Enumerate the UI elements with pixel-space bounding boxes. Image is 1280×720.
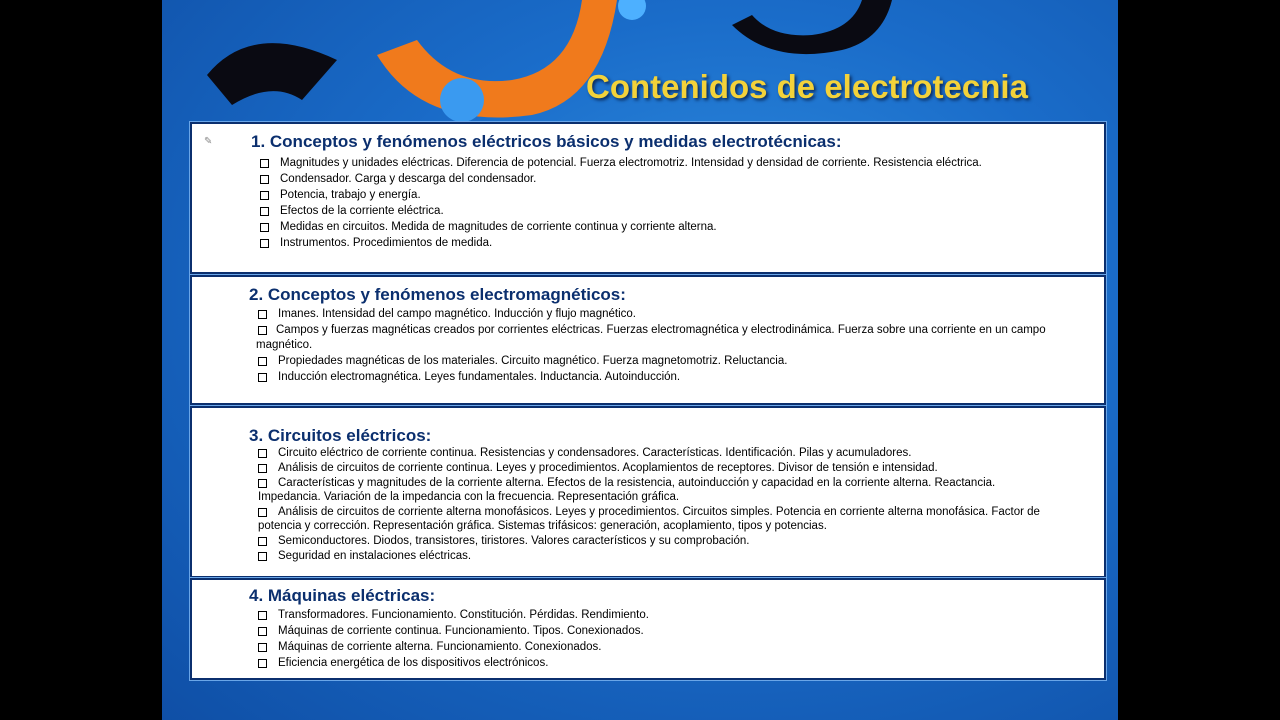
checkbox-icon	[258, 449, 267, 458]
blue-circle	[440, 78, 484, 122]
checkbox-icon	[258, 373, 267, 382]
section-panel-2	[190, 275, 1106, 405]
list-item: Eficiencia energética de los dispositivos electrónicos.	[258, 656, 1078, 671]
orange-swirl	[377, 0, 617, 118]
list-item: Máquinas de corriente alterna. Funcionamiento. Conexionados.	[258, 640, 1078, 655]
section-list-1	[260, 156, 1060, 252]
checkbox-icon	[258, 310, 267, 319]
section-list-3	[258, 446, 1058, 564]
list-item: Características y magnitudes de la corriente alterna. Efectos de la resistencia, autoinducción y capacidad en la corriente alterna. Reactancia. Impedancia. Variación de la impedancia con la frecuencia. Representación gráfica.	[258, 477, 996, 503]
checkbox-icon	[260, 239, 269, 248]
list-item: Campos y fuerzas magnéticas creados por corrientes eléctricas. Fuerzas electromagnética y electrodinámica. Fuerza sobre una corriente en un campo magnético.	[256, 324, 1046, 351]
list-item: Imanes. Intensidad del campo magnético. Inducción y flujo magnético.	[258, 307, 1098, 322]
black-arc-left	[207, 43, 337, 105]
list-item: Instrumentos. Procedimientos de medida.	[260, 236, 1060, 251]
section-panel-4	[190, 578, 1106, 680]
blue-dot	[618, 0, 646, 20]
checkbox-icon	[258, 643, 267, 652]
section-panel-3	[190, 406, 1106, 578]
checkbox-icon	[258, 552, 267, 561]
checkbox-icon	[258, 326, 267, 335]
decorative-shapes	[162, 0, 1118, 130]
section-heading-1: 1. Conceptos y fenómenos eléctricos básicos y medidas electrotécnicas:	[251, 132, 842, 151]
checkbox-icon	[258, 508, 267, 517]
list-item: Semiconductores. Diodos, transistores, tiristores. Valores característicos y su comprobación.	[258, 534, 1058, 548]
checkbox-icon	[260, 175, 269, 184]
checkbox-icon	[258, 464, 267, 473]
checkbox-icon	[258, 627, 267, 636]
section-panel-1	[190, 122, 1106, 274]
section-list-4	[258, 608, 1078, 672]
list-item: Condensador. Carga y descarga del condensador.	[260, 172, 1060, 187]
list-item: Seguridad en instalaciones eléctricas.	[258, 549, 1058, 563]
section-heading-4: 4. Máquinas eléctricas:	[249, 586, 436, 605]
checkbox-icon	[260, 223, 269, 232]
list-item: Magnitudes y unidades eléctricas. Diferencia de potencial. Fuerza electromotriz. Intensidad y densidad de corriente. Resistencia eléctrica.	[260, 156, 1060, 171]
list-item: Análisis de circuitos de corriente continua. Leyes y procedimientos. Acoplamientos de receptores. Divisor de tensión e intensidad.	[258, 461, 1058, 475]
checkbox-icon	[258, 537, 267, 546]
slide-title: Contenidos de electrotecnia	[586, 68, 1028, 105]
section-heading-3: 3. Circuitos eléctricos:	[249, 426, 432, 445]
checkbox-icon	[258, 611, 267, 620]
list-item: Transformadores. Funcionamiento. Constitución. Pérdidas. Rendimiento.	[258, 608, 1078, 623]
list-item: Análisis de circuitos de corriente alterna monofásicos. Leyes y procedimientos. Circuitos simples. Potencia en corriente alterna monofásica. Factor de potencia y corrección. Representación gráfica. Sistemas trifásicos: generación, acoplamiento, tipos y potencias.	[258, 506, 1040, 532]
checkbox-icon	[258, 659, 267, 668]
checkbox-icon	[258, 357, 267, 366]
checkbox-icon	[260, 159, 269, 168]
checkbox-icon	[258, 479, 267, 488]
section-heading-2: 2. Conceptos y fenómenos electromagnéticos:	[249, 285, 626, 304]
checkbox-icon	[260, 207, 269, 216]
slide	[162, 0, 1118, 720]
list-item: Circuito eléctrico de corriente continua. Resistencias y condensadores. Características. Identificación. Pilas y acumuladores.	[258, 446, 1058, 460]
black-arc-right	[732, 0, 892, 54]
list-item: Medidas en circuitos. Medida de magnitudes de corriente continua y corriente alterna.	[260, 220, 1060, 235]
section-list-2	[258, 307, 1098, 386]
list-item: Máquinas de corriente continua. Funcionamiento. Tipos. Conexionados.	[258, 624, 1078, 639]
list-item: Propiedades magnéticas de los materiales. Circuito magnético. Fuerza magnetomotriz. Reluctancia.	[258, 354, 1098, 369]
pen-icon: ✎	[204, 136, 213, 147]
list-item: Efectos de la corriente eléctrica.	[260, 204, 1060, 219]
list-item: Inducción electromagnética. Leyes fundamentales. Inductancia. Autoinducción.	[258, 370, 1098, 385]
checkbox-icon	[260, 191, 269, 200]
list-item: Potencia, trabajo y energía.	[260, 188, 1060, 203]
